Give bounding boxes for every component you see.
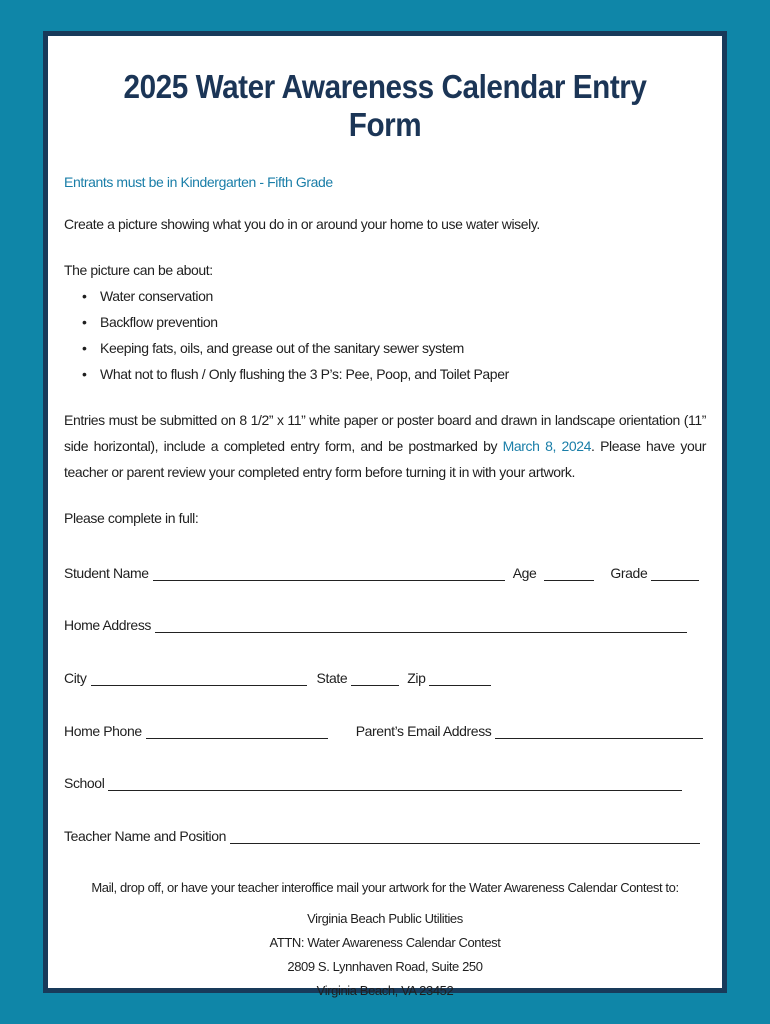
zip-field[interactable]: [429, 669, 491, 686]
city-field[interactable]: [91, 669, 307, 686]
home-phone-label: Home Phone: [64, 723, 142, 739]
student-row: [64, 559, 706, 581]
page-title: 2025 Water Awareness Calendar Entry Form: [123, 68, 647, 143]
mailing-address: [64, 907, 706, 1003]
topic-text: What not to flush / Only flushing the 3 P’s: Pee, Poop, and Toilet Paper: [100, 366, 509, 382]
city-label: City: [64, 670, 87, 686]
complete-prompt: Please complete in full:: [64, 510, 199, 526]
teacher-field[interactable]: [230, 827, 700, 844]
address-line: 2809 S. Lynnhaven Road, Suite 250: [287, 959, 483, 974]
topic-text: Backflow prevention: [100, 314, 218, 330]
topics-list: [64, 283, 706, 387]
grade-label: Grade: [610, 565, 648, 581]
student-name-field[interactable]: [153, 564, 505, 581]
list-item: [82, 335, 706, 361]
list-item: [82, 361, 706, 387]
parent-email-label: Parent’s Email Address: [355, 723, 492, 739]
student-name-label: Student Name: [64, 565, 149, 581]
address-line: ATTN: Water Awareness Calendar Contest: [269, 935, 501, 950]
deadline-date: March 8, 2024: [502, 438, 592, 454]
topics-intro: The picture can be about:: [64, 262, 213, 278]
address-row: [64, 611, 706, 633]
state-field[interactable]: [351, 669, 399, 686]
form-page: [48, 36, 722, 998]
school-field[interactable]: [108, 774, 682, 791]
list-item: [82, 309, 706, 335]
bullet: •: [82, 314, 87, 330]
page-border: [43, 31, 727, 998]
age-field[interactable]: [544, 564, 594, 581]
bullet: •: [82, 366, 87, 382]
mailing-instruction: Mail, drop off, or have your teacher interoffice mail your artwork for the Water Awareness Calendar Contest to:: [91, 880, 679, 895]
submission-rules: [64, 407, 706, 485]
instruction-text: Create a picture showing what you do in or around your home to use water wisely.: [64, 216, 540, 232]
submission-text: Entries must be submitted on 8 1/2” x 11” white paper or poster board and drawn in landscape orientation (11” side horizontal), include a completed entry form, and be postmarked by: [64, 412, 706, 454]
list-item: [82, 283, 706, 309]
address-line: Virginia Beach, VA 23452: [316, 983, 454, 998]
topic-text: Water conservation: [100, 288, 213, 304]
zip-label: Zip: [407, 670, 426, 686]
age-label: Age: [512, 565, 537, 581]
home-address-label: Home Address: [64, 617, 152, 633]
home-address-field[interactable]: [155, 616, 687, 633]
topic-text: Keeping fats, oils, and grease out of the sanitary sewer system: [100, 340, 464, 356]
teacher-label: Teacher Name and Position: [64, 828, 226, 844]
submission-text-end: . Please have your teacher or parent review your completed entry form before turning it in with your artwork.: [64, 438, 706, 480]
teacher-row: [64, 822, 706, 844]
address-line: Virginia Beach Public Utilities: [307, 911, 463, 926]
grade-field[interactable]: [651, 564, 699, 581]
home-phone-field[interactable]: [146, 722, 328, 739]
school-label: School: [64, 775, 105, 791]
phone-email-row: [64, 717, 706, 739]
eligibility-note: Entrants must be in Kindergarten - Fifth Grade: [64, 174, 333, 190]
bullet: •: [82, 340, 87, 356]
city-row: [64, 664, 706, 686]
bullet: •: [82, 288, 87, 304]
school-row: [64, 769, 706, 791]
parent-email-field[interactable]: [495, 722, 703, 739]
state-label: State: [316, 670, 348, 686]
